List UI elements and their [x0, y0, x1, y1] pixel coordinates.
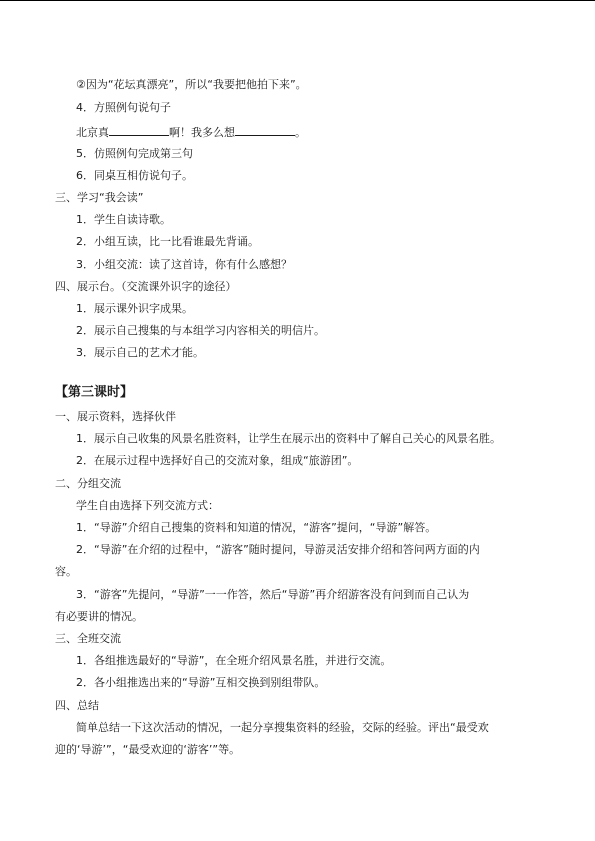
part-one-item-1: 1．展示自己收集的风景名胜资料，让学生在展示出的资料中了解自己关心的风景名胜。: [76, 432, 501, 445]
section-four-title: 四、展示台。（交流课外识字的途径）: [55, 280, 237, 293]
section-four-item-3: 3．展示自己的艺术才能。: [76, 346, 204, 359]
part-three-item-2: 2．各小组推选出来的“导游”互相交换到别组带队。: [76, 676, 326, 689]
section-four-item-2: 2．展示自己搜集的与本组学习内容相关的明信片。: [76, 324, 325, 337]
part-three-title: 三、全班交流: [55, 632, 121, 645]
part-two-item-2-line-1: 2．“导游”在介绍的过程中，“游客”随时提问，导游灵活安排介绍和答问两方面的内: [76, 543, 480, 556]
summary-line-2: 迎的‘导游’”，“最受欢迎的‘游客’”等。: [55, 743, 241, 756]
part-two-intro: 学生自由选择下列交流方式：: [76, 499, 219, 512]
part-two-item-1: 1．“导游”介绍自己搜集的资料和知道的情况，“游客”提问，“导游”解答。: [76, 521, 437, 534]
fill-in-sentence: [76, 124, 306, 140]
part-one-title: 一、展示资料，选择伙伴: [55, 410, 176, 423]
summary-line-1: 简单总结一下这次活动的情况，一起分享搜集资料的经验，交际的经验。评出“最受欢: [76, 721, 489, 734]
section-three-title: 三、学习“我会读”: [55, 191, 144, 204]
part-two-item-3-line-2: 有必要讲的情况。: [55, 610, 143, 623]
sentence-example-2: ②因为“花坛真漂亮”，所以“我要把他拍下来”。: [76, 78, 307, 91]
task-item-6: 6．同桌互相仿说句子。: [76, 169, 193, 182]
part-two-item-3-line-1: 3．“游客”先提问，“导游”一一作答，然后“导游”再介绍游客没有问到而自己认为: [76, 588, 470, 601]
part-two-item-2-line-2: 容。: [55, 565, 77, 578]
part-four-title: 四、总结: [55, 699, 99, 712]
task-item-5: 5．仿照例句完成第三句: [76, 147, 193, 160]
sentence-part-3: 。: [295, 126, 306, 139]
lesson-three-heading: 【第三课时】: [55, 385, 134, 400]
blank-line-2: [235, 124, 295, 136]
task-item-4: 4．方照例句说句子: [76, 101, 171, 114]
section-three-item-2: 2．小组互读，比一比看谁最先背诵。: [76, 235, 259, 248]
page-top-border: [0, 0, 595, 1]
blank-line-1: [109, 124, 169, 136]
part-one-item-2: 2．在展示过程中选择好自己的交流对象，组成“旅游团”。: [76, 454, 359, 467]
part-three-item-1: 1．各组推选最好的“导游”，在全班介绍风景名胜，并进行交流。: [76, 654, 392, 667]
sentence-part-2: 啊！我多么想: [169, 126, 235, 139]
section-three-item-1: 1．学生自读诗歌。: [76, 213, 171, 226]
section-three-item-3: 3．小组交流：读了这首诗，你有什么感想？: [76, 258, 292, 271]
part-two-title: 二、分组交流: [55, 477, 121, 490]
sentence-part-1: 北京真: [76, 126, 109, 139]
section-four-item-1: 1．展示课外识字成果。: [76, 302, 193, 315]
